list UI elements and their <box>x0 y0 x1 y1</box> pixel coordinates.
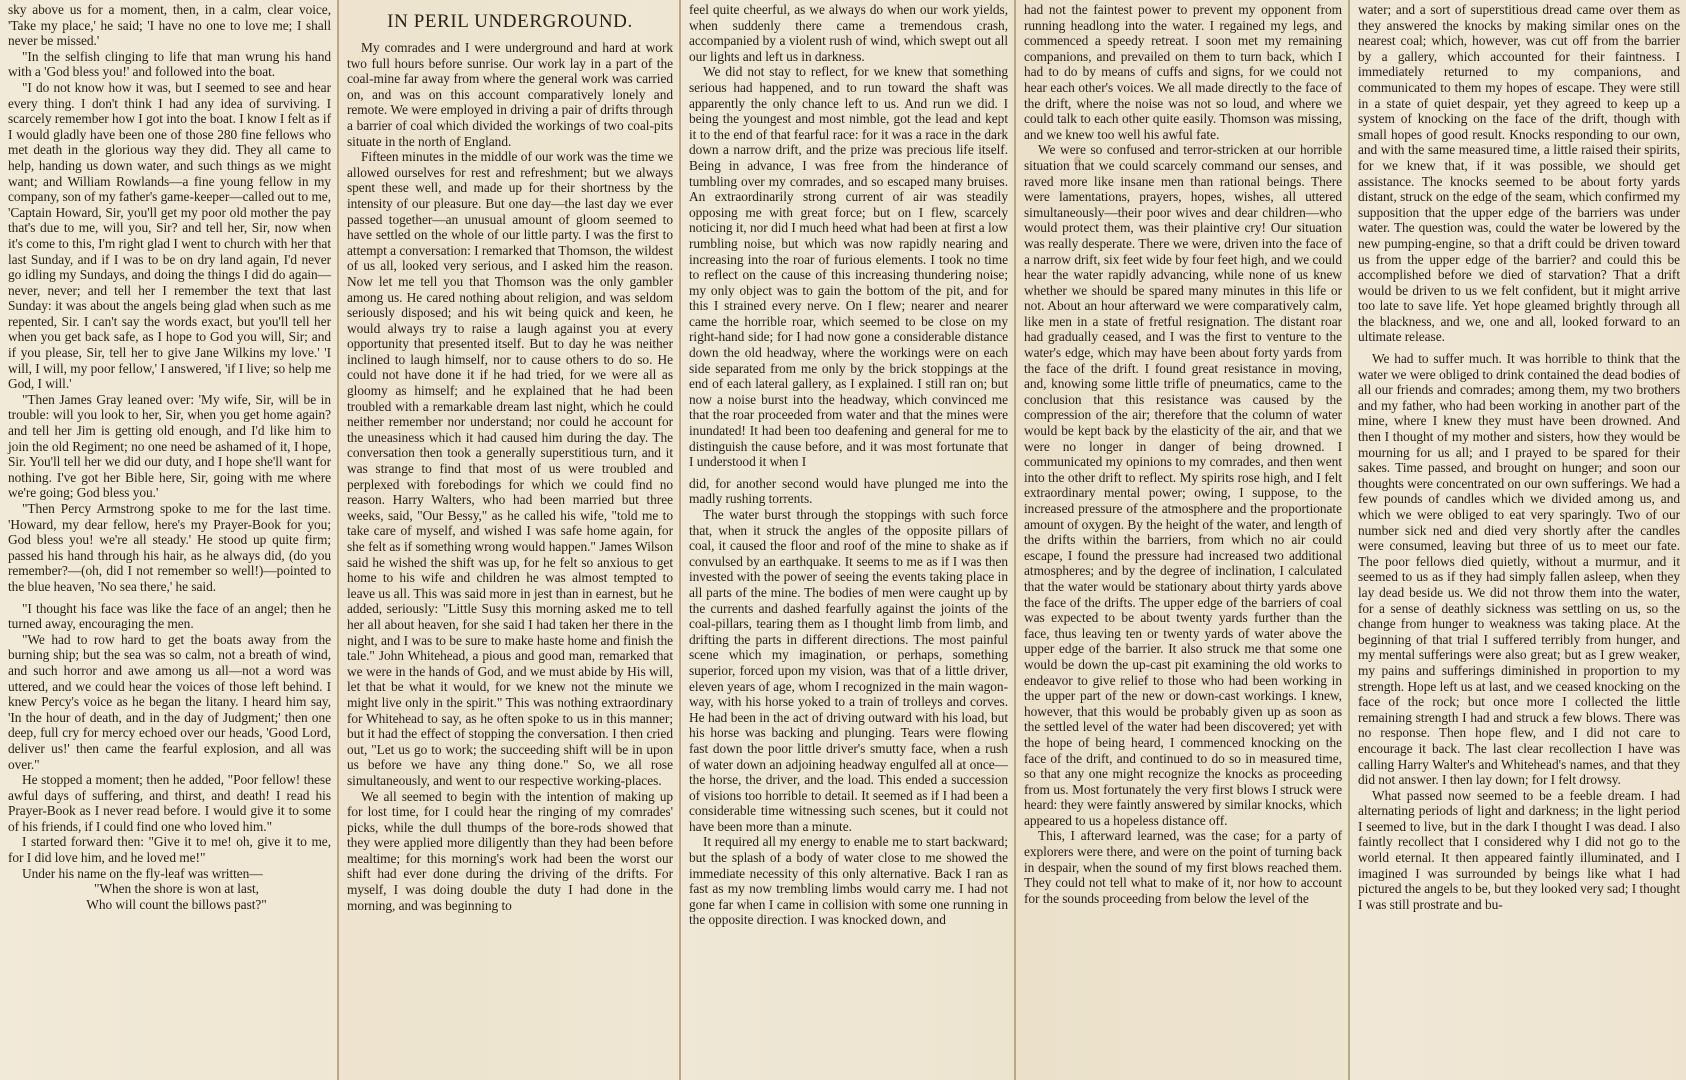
article-title: IN PERIL UNDERGROUND. <box>387 11 633 32</box>
paragraph: My comrades and I were underground and hard at work two full hours before sunrise. Our work lay in a part of the coal-mine far away from where the general work was carried on, and was on this account comparatively lonely and remote. We were employed in driving a pair of drifts through a barrier of coal which divided the workings of two coal-pits situate in the north of England. <box>347 40 673 149</box>
verse-line: Who will count the billows past?" <box>86 896 267 912</box>
paragraph: We all seemed to begin with the intention of making up for lost time, for I could hear the ringing of my comrades' picks, while the dull thumps of the bore-rods showed that they were applied more diligently than they had been before mealtime; for this morning's work had been the worst our shift had ever done during the driving of the drifts. For myself, I was doing double the duty I had done in the morning, and was beginning to <box>347 788 673 913</box>
paragraph: "Then Percy Armstrong spoke to me for the last time. 'Howard, my dear fellow, here's my Prayer-Book for you; God bless you! we're all steady.' He stood up quite firm; passed his hand through his hair, as he always did, (do you remember?—(oh, did I not remember so well!)—pointed to the blue heaven, 'No sea there,' he said. <box>8 501 331 594</box>
paragraph: sky above us for a moment, then, in a calm, clear voice, 'Take my place,' he said; 'I have no one to love me; I shall never be missed.' <box>8 2 331 49</box>
paragraph: "Then James Gray leaned over: 'My wife, Sir, will be in trouble: will you look to her, Sir, when you get home again? and tell her Jim is getting old enough, and I'd like him to join the old Regiment; no one need be ashamed of it, I hope, Sir. You'll tell her we did our duty, and I hope she'll want for nothing. I've got her Bible here, Sir, going with me where we're going; God bless you.' <box>8 391 331 501</box>
paragraph: What passed now seemed to be a feeble dream. I had alternating periods of light and darkness; in the light period I seemed to live, but in the dark I thought I was dead. I also faintly recollect that I considered why I did not go to the world eternal. It then appeared faintly illuminated, and I imagined I was surrounded by beings like what I had pictured the angels to be, but they looked very sad; I thought I was still prostrate and bu- <box>1358 787 1680 912</box>
column-4 <box>1016 0 1350 1080</box>
paragraph: The water burst through the stoppings with such force that, when it struck the angles of the opposite pillars of coal, it caused the floor and roof of the mine to shake as if convulsed by an earthquake. It seems to me as if I was then invested with the power of seeing the events taking place in all parts of the mine. The bodies of men were caught up by the currents and dashed fearfully against the joints of the coal-pillars, tearing them as I thought limb from limb, and drifting the parts in different directions. The most painful scene which my imagination, or perhaps, something superior, forced upon my vision, was that of a little driver, eleven years of age, whom I recognized in the main wagon-way, with his horse yoked to a train of trolleys and corves. He had been in the act of driving outward with his load, but his horse was backing and plunging. Tears were flowing fast down the poor little driver's smutty face, when a rush of water down an adjoining headway engulfed all at once—the horse, the driver, and the load. This ended a succession of visions too horrible to detail. It seemed as if I had been a considerable time witnessing such scenes, but it could not have been more than a minute. <box>689 507 1008 834</box>
paragraph: "In the selfish clinging to life that man wrung his hand with a 'God bless you!' and followed into the boat. <box>8 48 331 80</box>
column-3 <box>681 0 1016 1080</box>
paragraph: feel quite cheerful, as we always do when our work yields, when suddenly there came a tremendous crash, accompanied by a violent rush of wind, which swept out all our lights and left us in darkness. <box>689 2 1008 64</box>
paragraph: It required all my energy to enable me to start backward; but the splash of a body of water close to me showed the immediate necessity of this only alternative. Back I ran as fast as my now trembling limbs would carry me. I had not gone far when I came in collision with some one running in the opposite direction. I was knocked down, and <box>689 834 1008 928</box>
verse-line: "When the shore is won at last, <box>94 881 259 897</box>
paragraph: "I thought his face was like the face of an angel; then he turned away, encouraging the men. <box>8 600 331 632</box>
paragraph: water; and a sort of superstitious dread came over them as they answered the knocks by making similar ones on the nearest coal; which, however, was cut off from the barrier by a gallery, which accounted for their faintness. I immediately returned to my companions, and communicated to them my hopes of escape. They were still in a state of quiet despair, yet they agreed to keep up a system of knocking on the face of the drift, though with small hopes of good result. Knocks responding to our own, and with the same measured time, a little raised their spirits, for we knew that, if it was possible, we should get assistance. The knocks seemed to be about forty yards distant, struck on the edge of the seam, which confirmed my supposition that the upper edge of the barriers was under water. The question was, could the water be lowered by the new pumping-engine, so that a drift could be driven toward us from the upper edge of the barrier? and could this be accomplished before we died of starvation? That a drift would be driven to us we felt confident, but it might arrive too late to save life. Yet hope gleamed brightly through all the blackness, and we, one and all, looked forward to an ultimate release. <box>1358 2 1680 345</box>
paragraph: We had to suffer much. It was horrible to think that the water we were obliged to drink contained the dead bodies of all our friends and comrades; among them, my two brothers and my father, who had been working in another part of the mine, where I knew they must have been drowned. And then I thought of my mother and sisters, how they would be mourning for us all; and I prayed to be spared for their sakes. Time passed, and brought on hunger; and soon our thoughts were concentrated on our own sufferings. We had a few pounds of candles which we divided among us, and which we were obliged to eat very sparingly. Two of our number sick ned and died very shortly after the candles were consumed, leaving but three of us to meet our fate. The poor fellows died quietly, without a murmur, and it seemed to us as if they had simply fallen asleep, when they lay dead beside us. We did not throw them into the water, for a sense of deathly sickness was settling on us, so the change from hunger to weakness was taking place. At the beginning of that trial I suffered terribly from hunger, and my mental sufferings were also great; but as I grew weaker, my pains and sufferings diminished in proportion to my strength. Hope left us at last, and we ceased knocking on the face of the rock; but once more I collected the little remaining strength I had and struck a few blows. There was no response. Then hope flew, and I did not care to encourage it back. The last clear recollection I have was calling Harry Walter's and Whitehead's names, and that they did not answer. I then lay down; for I felt drowsy. <box>1358 351 1680 788</box>
paragraph: He stopped a moment; then he added, "Poor fellow! these awful days of suffering, and thirst, and death! I read his Prayer-Book as I never read before. I would give it to some of his friends, if I could find one who loved him." <box>8 772 331 834</box>
paper-stain <box>1074 156 1081 165</box>
column-1 <box>0 0 339 1080</box>
paragraph: did, for another second would have plunged me into the madly rushing torrents. <box>689 475 1008 507</box>
paragraph: We were so confused and terror-stricken at our horrible situation that we could scarcely command our senses, and raved more like insane men than rational beings. There were lamentations, prayers, hopes, wishes, all uttered simultaneously—their poor wives and dear children—who would protect them, was their plaintive cry! Our situation was really desperate. There we were, driven into the face of a narrow drift, six feet wide by four feet high, and we could hear the water rapidly advancing, while none of us knew whether we should be spared many minutes in this life or not. About an hour afterward we were comparatively calm, like men in a state of fretful resignation. The distant roar had gradually ceased, and I was the first to venture to the water's edge, which may have been about forty yards from the face of the drift. I found great resistance in moving, and, knowing some little trifle of pneumatics, came to the conclusion that this resistance was caused by the compression of the air; therefore that the column of water would be kept back by the elasticity of the air, and that we were no longer in danger of being drowned. I communicated my opinions to my comrades, and then went into the other drift to reflect. My spirits rose high, and I felt extraordinary mental power; owing, I suppose, to the increased pressure of the atmosphere and the proportionate amount of oxygen. By the height of the water, and length of the drifts within the barriers, from which no air could escape, I found the pressure had increased two additional atmospheres; and by the degree of inclination, I calculated that the water would be stationary about thirty yards above the face of the drifts. The upper edge of the barriers of coal was expected to be about twenty yards further than the face, thus leaving ten or twenty yards of water above the upper edge of the barrier. It also struck me that some one would be down the up-cast pit examining the old works to endeavor to give relief to those who had been working in the upper part of the new or down-cast workings. I knew, however, that this would be probably given up as soon as the settled level of the water had been discovered; yet with the hope of being heard, I commenced knocking on the face of the drift, and continued to do so in measured time, so that any one might recognize the knocks as proceeding from us. Most fortunately the very first blows I struck were heard: they were faintly answered by similar knocks, which appeared to us a hopeless distance off. <box>1024 142 1342 828</box>
paragraph: This, I afterward learned, was the case; for a party of explorers were there, and were on the point of turning back in despair, when the sound of my first blows reached them. They could not tell what to make of it, nor how to account for the sounds proceeding from below the level of the <box>1024 828 1342 906</box>
paragraph: "I do not know how it was, but I seemed to see and hear every thing. I don't think I had any idea of surviving. I scarcely remember how I got into the boat. I know I felt as if I would gladly have been one of those 280 fine fellows who met death in the glorious way they did. They all came to help, handing us down water, and such things as we might want; and William Rowlands—a fine young fellow in my company, son of my father's game-keeper—called out to me, 'Captain Howard, Sir, you'll get my poor old mother the pay that's due to me, will you, Sir? and tell her, Sir, now when it's come to this, I'm right glad I went to church with her that last Sunday, and if I was to be on dry land again, I'd never go idling my Sundays, and doing the things I did do again—never, never; and tell her I remember the text that last Sunday: it was about the angels being glad when such as me repented, Sir. I can't say the words exact, but you'll tell her when you get back safe, as I hope to God you will, Sir; and if you please, Sir, tell her to give Jane Wilkins my love.' 'I will, I will, my poor fellow,' I answered, 'if I live; so help me God, I will.' <box>8 79 331 392</box>
paragraph: Fifteen minutes in the middle of our work was the time we allowed ourselves for rest and refreshment; but we always spent these well, and made up for their shortness by the intensity of our pleasure. But one day—the last day we ever passed together—an unusual amount of gloom seemed to have settled on the whole of our little party. I was the first to attempt a conversation: I remarked that Thomson, the wildest of us all, looked very serious, and I asked him the reason. Now let me tell you that Thomson was the only gambler among us. He cared nothing about religion, and was seldom seriously disposed; and his wit being quick and keen, he would always try to raise a laugh against you at every opportunity that presented itself. But to day he was neither inclined to laugh himself, nor to cause others to do so. He could not have done it if he had tried, for we were all as gloomy as himself; and he explained that he had been troubled with a remarkable dream last night, which he could neither remember nor understand; nor could he account for the uneasiness which it had caused him during the day. The conversation then took a generally superstitious turn, and it was strange to find that most of us were troubled and perplexed with forebodings for which we could find no reason. Harry Walters, who had been married but three weeks, said, "Our Bessy," as he called his wife, "told me to take care of myself, and wished I was safe home again, for she felt as if something wrong would happen." James Wilson said he wished the shift was up, for he felt so anxious to get home to his wife and children he was almost tempted to leave us all. This was said more in jest than in earnest, but he added, seriously: "Little Susy this morning asked me to tell her all about heaven, for she said I had taken her there in the night, and I was to be sure to make haste home and finish the tale." John Whitehead, a pious and good man, remarked that we were in the hands of God, and we must abide by His will, let that be what it would, for we knew not the minute we might live only in the spirit." This was nothing extraordinary for Whitehead to say, as he often spoke to us in this manner; but it had the effect of stopping the conversation. I then cried out, "Let us go to work; the succeeding shift will be in upon us before we have any thing done." So, we all rose simultaneously, and went to our respective working-places. <box>347 149 673 788</box>
paragraph: Under his name on the fly-leaf was written— <box>22 865 263 881</box>
column-2 <box>339 0 681 1080</box>
paragraph: I started forward then: "Give it to me! oh, give it to me, for I did love him, and he loved me!" <box>8 834 331 866</box>
paragraph: "We had to row hard to get the boats away from the burning ship; but the sea was so calm, not a breath of wind, and such horror and awe among us all—not a word was uttered, and we could hear the voices of those left behind. I knew Percy's voice as he began the litany. I heard him say, 'In the hour of death, and in the day of Judgment;' then one deep, full cry for mercy echoed over our heads, 'Good Lord, deliver us!' then came the fearful explosion, and all was over." <box>8 631 331 772</box>
paragraph: We did not stay to reflect, for we knew that something serious had happened, and to run toward the shaft was apparently the only chance left to us. And run we did. I being the youngest and most nimble, got the lead and kept it to the end of that fearful race: for it was a race in the dark down a narrow drift, and the prize was precious life itself. Being in advance, I was free from the hinderance of tumbling over my comrades, and so escaped many bruises. An extraordinarily strong current of air was steadily opposing me with great force; but on I flew, scarcely noticing it, nor did I much heed what had been at first a low rumbling noise, but which was now rapidly nearing and increasing into the roar of furious elements. I took no time to reflect on the cause of this increasing thundering noise; my only object was to gain the bottom of the pit, and for this I strained every nerve. On I flew; nearer and nearer came the horrible roar, which seemed to be close on my right-hand side; for I had now gone a considerable distance down the old headway, where the workings were on each side separated from me only by the brick stoppings at the end of each lateral gallery, as I explained. I still ran on; but now a noise burst into the headway, which convinced me that the roar proceeded from water and that the mines were inundated! It had been too deafening and general for me to distinguish the cause before, and it was most fortunate that I understood it when I <box>689 64 1008 470</box>
column-5 <box>1350 0 1686 1080</box>
paragraph: had not the faintest power to prevent my opponent from running headlong into the water. I regained my legs, and commenced a speedy retreat. I soon met my remaining companions, and prevailed on them to turn back, which I had to do by means of cuffs and signs, for we could not hear each other's voices. We all made directly to the face of the drift, where the noise was not so loud, and where we could talk to each other quite easily. Thomson was missing, and we knew too well his awful fate. <box>1024 2 1342 142</box>
